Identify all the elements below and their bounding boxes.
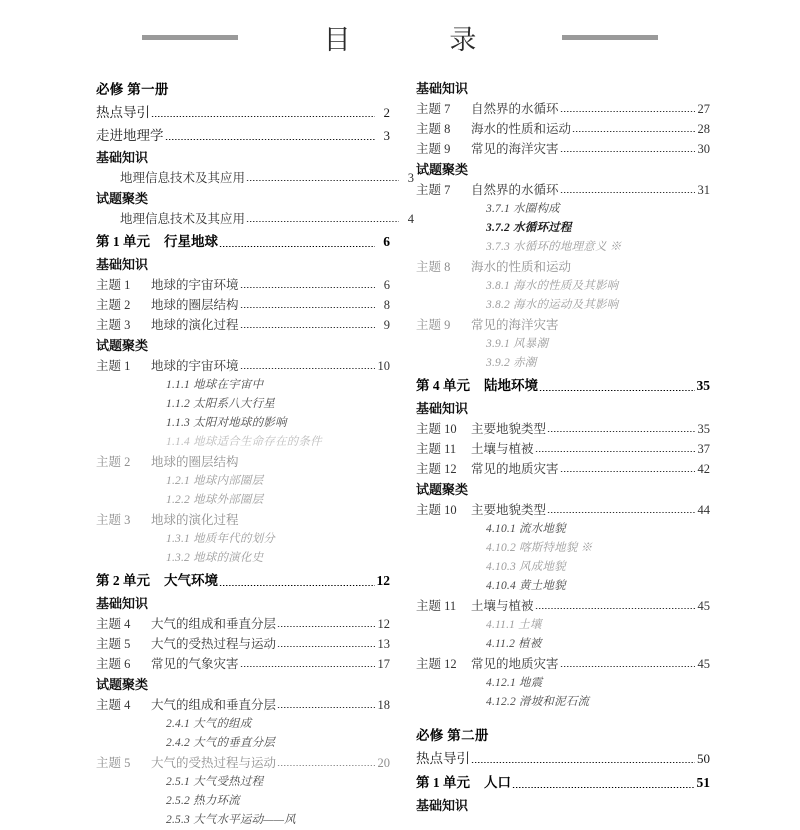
- entry-label: 主题 4: [96, 617, 131, 631]
- sub-entry: 1.3.2 地球的演化史: [166, 552, 264, 564]
- theme-entry[interactable]: [416, 500, 710, 520]
- entry-label: 主题 3: [96, 513, 131, 527]
- section-heading: 试题聚类: [96, 677, 149, 692]
- entry-title: 地理信息技术及其应用: [120, 212, 246, 226]
- sub-entry: 2.4.2 大气的垂直分层: [166, 737, 275, 749]
- section-heading: 基础知识: [416, 798, 469, 813]
- theme-entry[interactable]: [96, 753, 390, 773]
- dot-leader: [560, 662, 695, 671]
- entry-title: 常见的海洋灾害: [471, 142, 559, 156]
- entry-title: 行星地球: [164, 234, 218, 249]
- section-heading: 基础知识: [416, 401, 469, 416]
- sub-entry: 4.10.2 喀斯特地貌 ※: [486, 542, 593, 554]
- entry-label: 主题 2: [96, 298, 131, 312]
- page-number: 13: [377, 637, 390, 651]
- sub-entry: 2.5.2 热力环流: [166, 795, 240, 807]
- entry-label: 主题 11: [416, 442, 457, 456]
- entry-title: 地球的圈层结构: [151, 298, 239, 312]
- theme-entry[interactable]: [416, 596, 710, 616]
- page-number: 45: [697, 657, 710, 671]
- page-number: 3: [407, 171, 414, 185]
- entry-label: 主题 2: [96, 455, 131, 469]
- dot-leader: [277, 703, 375, 712]
- entry-label: 主题 12: [416, 462, 457, 476]
- dot-leader: [240, 283, 375, 292]
- dot-leader: [560, 188, 695, 197]
- entry-title: 热点导引: [96, 105, 150, 120]
- entry-label: 主题 8: [416, 260, 451, 274]
- dot-leader: [165, 135, 376, 144]
- entry-label: 主题 12: [416, 657, 457, 671]
- page-number: 27: [697, 102, 710, 116]
- page-number: 30: [697, 142, 710, 156]
- entry-title: 人口: [484, 775, 511, 790]
- page-number: 3: [383, 128, 390, 143]
- entry-label: 主题 1: [96, 359, 131, 373]
- entry-title: 热点导引: [416, 751, 470, 766]
- sub-entry: 1.1.4 地球适合生命存在的条件: [166, 436, 322, 448]
- dot-leader: [151, 112, 375, 121]
- dot-leader: [539, 386, 695, 395]
- entry-title: 主要地貌类型: [471, 503, 547, 517]
- entry-label: 主题 7: [416, 102, 451, 116]
- theme-entry[interactable]: [96, 315, 390, 335]
- theme-entry[interactable]: [416, 654, 710, 674]
- toc-left-column: [0, 78, 414, 830]
- entry-title: 大气的组成和垂直分层: [151, 698, 277, 712]
- dot-leader: [219, 242, 375, 251]
- entry-title: 地球的圈层结构: [151, 455, 239, 469]
- sub-entry: 4.11.1 土壤: [486, 619, 542, 631]
- dot-leader: [547, 508, 695, 517]
- top-entry[interactable]: [96, 124, 390, 147]
- dot-leader: [240, 364, 375, 373]
- dot-leader: [471, 758, 695, 767]
- sub-entry: 3.9.1 风暴潮: [486, 338, 549, 350]
- entry-title: 土壤与植被: [471, 599, 534, 613]
- entry-label: 主题 5: [96, 637, 131, 651]
- dot-leader: [240, 662, 375, 671]
- sub-entry: 2.4.1 大气的组成: [166, 718, 252, 730]
- page-number: 4: [407, 212, 414, 226]
- page-number: 31: [697, 183, 710, 197]
- page-number: 12: [377, 617, 390, 631]
- entry-title: 地球的演化过程: [151, 318, 239, 332]
- theme-entry[interactable]: [96, 654, 390, 674]
- theme-entry[interactable]: [96, 695, 390, 715]
- section-heading: 基础知识: [96, 257, 149, 272]
- entry-label: 第 1 单元: [416, 775, 470, 790]
- sub-entry: 4.11.2 植被: [486, 638, 542, 650]
- dot-leader: [277, 622, 375, 631]
- section-heading: 试题聚类: [96, 191, 149, 206]
- dot-leader: [535, 447, 695, 456]
- sub-entry: 3.7.2 水循环过程: [486, 222, 572, 234]
- unit-entry[interactable]: [96, 568, 390, 593]
- entry-title: 自然界的水循环: [471, 102, 559, 116]
- theme-entry[interactable]: [96, 452, 390, 472]
- theme-entry[interactable]: [416, 257, 710, 277]
- volume-heading: 必修 第一册: [96, 82, 169, 97]
- entry-label: 第 1 单元: [96, 234, 150, 249]
- toc-right-column: [400, 78, 800, 830]
- dot-leader: [246, 176, 399, 185]
- spacer: [416, 712, 784, 724]
- section-heading: 试题聚类: [96, 338, 149, 353]
- dot-leader: [560, 467, 695, 476]
- entry-label: 主题 5: [96, 756, 131, 770]
- sub-entry: 4.12.2 滑坡和泥石流: [486, 696, 590, 708]
- theme-entry[interactable]: [416, 139, 710, 159]
- entry-label: 主题 7: [416, 183, 451, 197]
- sub-entry: 4.10.1 流水地貌: [486, 523, 566, 535]
- entry-label: 主题 1: [96, 278, 131, 292]
- theme-entry[interactable]: [96, 634, 390, 654]
- sub-entry: 1.1.2 太阳系八大行星: [166, 398, 275, 410]
- page-number: 50: [697, 751, 710, 766]
- entry-label: 主题 9: [416, 318, 451, 332]
- header-rule-left: [142, 35, 238, 40]
- dot-leader: [535, 604, 695, 613]
- entry-title: 陆地环境: [484, 378, 538, 393]
- entry-title: 海水的性质和运动: [471, 122, 572, 136]
- dot-leader: [240, 303, 375, 312]
- unit-entry[interactable]: [96, 229, 390, 254]
- page-number: 35: [696, 378, 710, 393]
- unit-entry[interactable]: [416, 770, 710, 795]
- theme-entry[interactable]: [96, 275, 390, 295]
- entry-title: 海水的性质和运动: [471, 260, 572, 274]
- section-heading: 基础知识: [96, 150, 149, 165]
- dot-leader: [277, 642, 375, 651]
- entry-title: 走进地理学: [96, 128, 164, 143]
- section-heading: 试题聚类: [416, 162, 469, 177]
- entry-label: 第 4 单元: [416, 378, 470, 393]
- page-title: 目 录: [323, 24, 523, 55]
- entry-title: 自然界的水循环: [471, 183, 559, 197]
- entry-label: 主题 4: [96, 698, 131, 712]
- entry-title: 常见的地质灾害: [471, 462, 559, 476]
- top-entry[interactable]: [416, 747, 710, 770]
- sub-entry: 3.7.1 水圈构成: [486, 203, 560, 215]
- page-number: 17: [377, 657, 390, 671]
- entry-title: 地球的演化过程: [151, 513, 239, 527]
- entry-label: 主题 3: [96, 318, 131, 332]
- sub-entry: 1.1.3 太阳对地球的影响: [166, 417, 287, 429]
- entry-title: 大气的组成和垂直分层: [151, 617, 277, 631]
- theme-entry[interactable]: [96, 295, 390, 315]
- entry-title: 地球的宇宙环境: [151, 359, 239, 373]
- page-number: 42: [697, 462, 710, 476]
- sub-entry: 4.12.1 地震: [486, 677, 543, 689]
- page-number: 9: [383, 318, 390, 332]
- theme-entry[interactable]: [416, 315, 710, 335]
- sub-entry: 1.3.1 地质年代的划分: [166, 533, 275, 545]
- page-number: 28: [697, 122, 710, 136]
- unit-entry[interactable]: [416, 373, 710, 398]
- entry-title: 常见的海洋灾害: [471, 318, 559, 332]
- dot-leader: [572, 127, 695, 136]
- sub-entry: 1.2.2 地球外部圈层: [166, 494, 264, 506]
- entry-title: 常见的气象灾害: [151, 657, 239, 671]
- entry-label: 主题 10: [416, 422, 457, 436]
- dot-leader: [240, 323, 375, 332]
- page-number: 6: [383, 234, 390, 249]
- sub-entry: 2.5.1 大气受热过程: [166, 776, 264, 788]
- page-number: 6: [383, 278, 390, 292]
- section-heading: 试题聚类: [416, 482, 469, 497]
- page-number: 8: [383, 298, 390, 312]
- page-number: 18: [377, 698, 390, 712]
- entry-title: 土壤与植被: [471, 442, 534, 456]
- page-number: 10: [377, 359, 390, 373]
- volume-heading: 必修 第二册: [416, 728, 489, 743]
- theme-entry[interactable]: [416, 119, 710, 139]
- dot-leader: [547, 427, 695, 436]
- sub-entry: 3.7.3 水循环的地理意义 ※: [486, 241, 622, 253]
- section-heading: 基础知识: [416, 81, 469, 96]
- sub-entry: 3.9.2 赤潮: [486, 357, 537, 369]
- sub-entry: 3.8.1 海水的性质及其影响: [486, 280, 619, 292]
- theme-entry[interactable]: [96, 614, 390, 634]
- dot-leader: [560, 107, 695, 116]
- sub-entry: 4.10.3 风成地貌: [486, 561, 566, 573]
- entry-label: 第 2 单元: [96, 573, 150, 588]
- theme-entry[interactable]: [416, 439, 710, 459]
- toc-header: [0, 0, 800, 60]
- entry-title: 大气的受热过程与运动: [151, 637, 277, 651]
- dot-leader: [219, 581, 375, 590]
- page-number: 37: [697, 442, 710, 456]
- page-number: 45: [697, 599, 710, 613]
- theme-entry[interactable]: [96, 209, 414, 229]
- top-entry[interactable]: [96, 101, 390, 124]
- sub-entry: 3.8.2 海水的运动及其影响: [486, 299, 619, 311]
- entry-label: 主题 8: [416, 122, 451, 136]
- dot-leader: [512, 783, 695, 792]
- sub-entry: 4.10.4 黄土地貌: [486, 580, 566, 592]
- entry-label: 主题 6: [96, 657, 131, 671]
- theme-entry[interactable]: [416, 419, 710, 439]
- entry-label: 主题 10: [416, 503, 457, 517]
- header-rule-right: [562, 35, 658, 40]
- toc-columns: [0, 78, 800, 830]
- entry-label: 主题 11: [416, 599, 457, 613]
- sub-entry: 1.1.1 地球在宇宙中: [166, 379, 264, 391]
- page-number: 12: [376, 573, 390, 588]
- dot-leader: [246, 217, 399, 226]
- page-number: 35: [697, 422, 710, 436]
- entry-title: 地理信息技术及其应用: [120, 171, 246, 185]
- page-number: 51: [696, 775, 710, 790]
- dot-leader: [560, 147, 695, 156]
- theme-entry[interactable]: [416, 459, 710, 479]
- sub-entry: 2.5.3 大气水平运动——风: [166, 814, 296, 826]
- theme-entry[interactable]: [96, 510, 390, 530]
- section-heading: 基础知识: [96, 596, 149, 611]
- entry-label: 主题 9: [416, 142, 451, 156]
- page-number: 44: [697, 503, 710, 517]
- entry-title: 常见的地质灾害: [471, 657, 559, 671]
- theme-entry[interactable]: [96, 168, 414, 188]
- entry-title: 大气的受热过程与运动: [151, 756, 277, 770]
- entry-title: 主要地貌类型: [471, 422, 547, 436]
- page-number: 2: [383, 105, 390, 120]
- page-number: 20: [377, 756, 390, 770]
- theme-entry[interactable]: [416, 99, 710, 119]
- theme-entry[interactable]: [416, 180, 710, 200]
- sub-entry: 1.2.1 地球内部圈层: [166, 475, 264, 487]
- theme-entry[interactable]: [96, 356, 390, 376]
- entry-title: 大气环境: [164, 573, 218, 588]
- entry-title: 地球的宇宙环境: [151, 278, 239, 292]
- dot-leader: [277, 761, 375, 770]
